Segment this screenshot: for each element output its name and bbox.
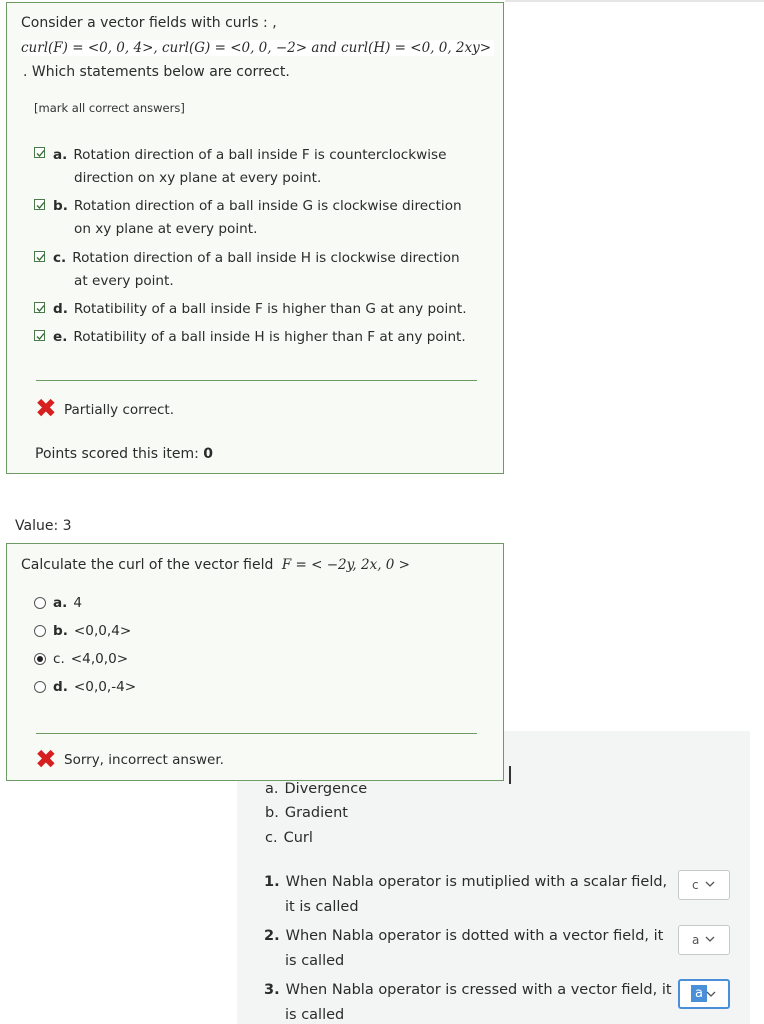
choice-text: Curl (283, 830, 313, 846)
option-d[interactable] (53, 301, 467, 317)
question-1-card (6, 2, 504, 474)
q2-option-b[interactable] (53, 623, 131, 639)
q2-option-d[interactable] (53, 679, 136, 695)
question-2-prompt: Calculate the curl of the vector field (21, 557, 274, 573)
match-item-3 (264, 982, 672, 998)
option-text: <0,0,-4> (73, 679, 137, 695)
option-text: <4,0,0> (70, 651, 129, 667)
option-letter: b. (53, 623, 68, 639)
question-1-intro: Consider a vector fields with curls : , (21, 15, 277, 31)
points-label: Points scored this item: (35, 446, 199, 462)
answer-select-1[interactable] (678, 870, 730, 900)
match-item-2 (264, 928, 663, 944)
choice-text: Gradient (284, 805, 348, 821)
choice-letter: c. (265, 830, 278, 846)
option-letter: c. (53, 250, 67, 266)
checkmark-icon (35, 200, 46, 211)
option-c-line2: at every point. (74, 273, 174, 289)
question-1-instruction: [mark all correct answers] (34, 101, 185, 115)
question-1-feedback: Partially correct. (64, 402, 175, 418)
select-value: a (691, 985, 707, 1002)
chevron-down-icon (706, 989, 716, 999)
checkmark-icon (35, 303, 46, 314)
match-item-1-line2: it is called (285, 899, 359, 915)
option-a-checkbox[interactable] (34, 147, 45, 158)
option-text: <0,0,4> (73, 623, 132, 639)
option-a-line2: direction on xy plane at every point. (74, 170, 322, 186)
option-letter: c. (53, 651, 65, 667)
feedback-divider (36, 733, 477, 734)
option-b-radio[interactable] (34, 625, 46, 637)
item-text: When Nabla operator is mutiplied with a scalar field, (285, 874, 668, 890)
option-letter: d. (53, 679, 68, 695)
checkmark-icon (35, 252, 46, 263)
match-item-1 (264, 874, 667, 890)
option-text: Rotation direction of a ball inside G is clockwise direction (73, 198, 462, 214)
checkmark-icon (35, 148, 46, 159)
q2-option-c[interactable] (53, 651, 128, 667)
item-text: When Nabla operator is cressed with a vector field, it (285, 982, 672, 998)
option-b-checkbox[interactable] (34, 199, 45, 210)
chevron-down-icon (705, 879, 715, 889)
question-2-field: F = < −2y, 2x, 0 > (281, 557, 410, 573)
option-c[interactable] (53, 250, 460, 266)
select-value: a (692, 933, 700, 947)
select-value: c (692, 878, 699, 892)
option-a[interactable] (53, 147, 446, 163)
option-letter: a. (53, 147, 68, 163)
question-2-feedback: Sorry, incorrect answer. (64, 752, 224, 768)
item-number: 3. (264, 982, 280, 998)
item-text: When Nabla operator is dotted with a vector field, it (285, 928, 664, 944)
option-a-radio[interactable] (34, 597, 46, 609)
option-d-checkbox[interactable] (34, 302, 45, 313)
option-letter: a. (53, 595, 68, 611)
choice-a (265, 781, 367, 797)
value-label: Value: 3 (15, 518, 72, 534)
option-text: Rotatibility of a ball inside H is higher than F at any point. (73, 329, 466, 345)
feedback-divider (36, 380, 477, 381)
option-e[interactable] (53, 329, 466, 345)
option-c-checkbox[interactable] (34, 251, 45, 262)
choice-c (265, 830, 313, 846)
incorrect-x-icon: ✖ (35, 745, 57, 775)
points-value: 0 (203, 446, 214, 462)
item-number: 1. (264, 874, 280, 890)
choice-letter: a. (265, 781, 279, 797)
question-1-curls: curl(F) = <0, 0, 4>, curl(G) = <0, 0, −2> and curl(H) = <0, 0, 2xy> (21, 40, 494, 56)
answer-select-2[interactable] (678, 925, 730, 955)
chevron-down-icon (705, 934, 715, 944)
option-text: Rotation direction of a ball inside H is clockwise direction (72, 250, 460, 266)
top-divider (505, 0, 764, 2)
answer-select-3[interactable] (678, 979, 730, 1009)
choice-b (265, 805, 348, 821)
q2-option-a[interactable] (53, 595, 82, 611)
option-c-radio[interactable] (34, 653, 46, 665)
option-letter: e. (53, 329, 68, 345)
incorrect-x-icon: ✖ (35, 394, 57, 424)
choice-letter: b. (265, 805, 279, 821)
text-cursor (509, 766, 511, 784)
option-b-line2: on xy plane at every point. (74, 221, 258, 237)
option-b[interactable] (53, 198, 462, 214)
question-2-card (6, 543, 504, 781)
choice-text: Divergence (284, 781, 368, 797)
option-text: 4 (73, 595, 82, 611)
item-number: 2. (264, 928, 280, 944)
checkmark-icon (35, 331, 46, 342)
option-text: Rotatibility of a ball inside F is higher than G at any point. (73, 301, 467, 317)
option-letter: b. (53, 198, 68, 214)
match-item-3-line2: is called (285, 1007, 345, 1023)
option-d-radio[interactable] (34, 681, 46, 693)
question-1-prompt: . Which statements below are correct. (23, 64, 290, 80)
points-scored (35, 446, 213, 462)
question-2-prompt-line (21, 557, 410, 573)
match-item-2-line2: is called (285, 953, 345, 969)
option-text: Rotation direction of a ball inside F is counterclockwise (73, 147, 447, 163)
option-e-checkbox[interactable] (34, 330, 45, 341)
option-letter: d. (53, 301, 68, 317)
